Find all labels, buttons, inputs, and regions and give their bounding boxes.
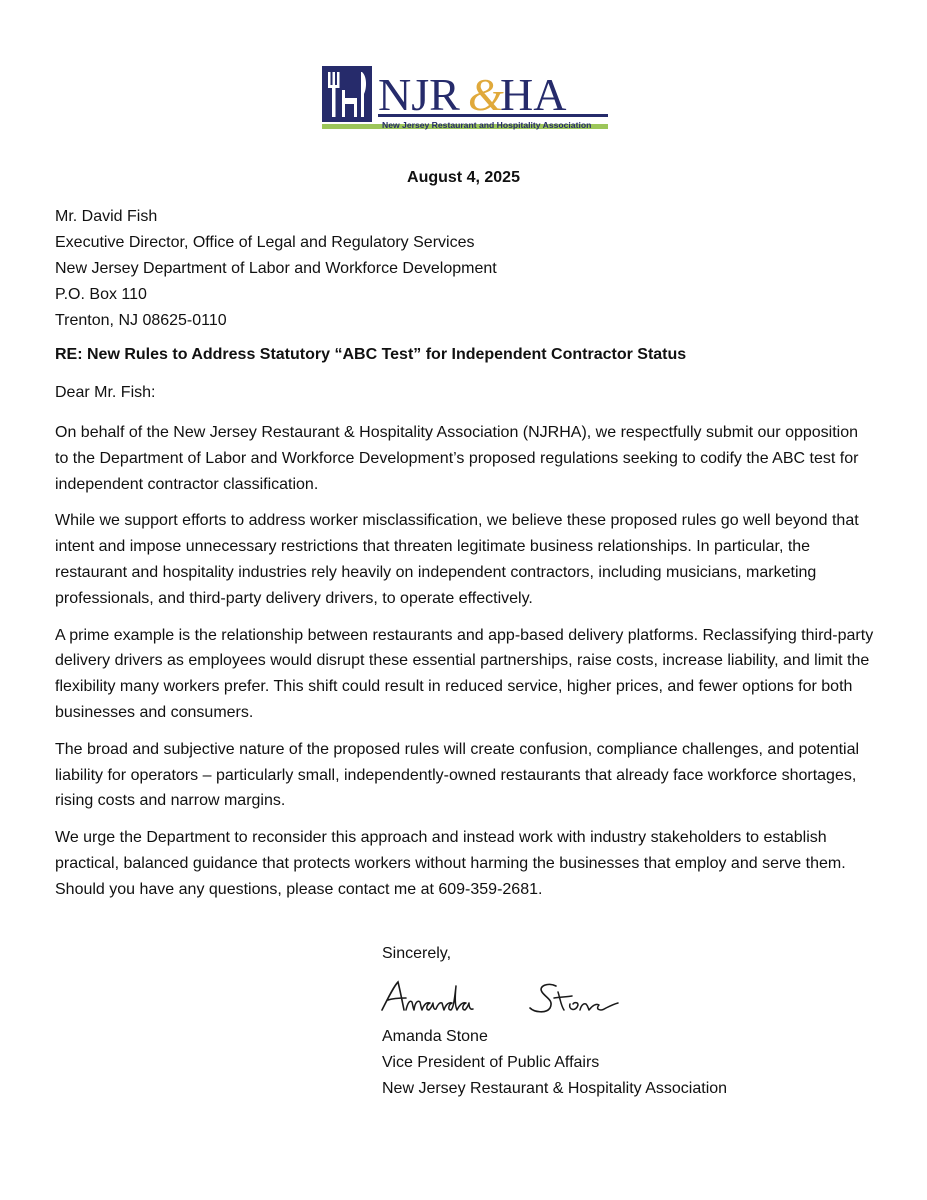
recipient-title: Executive Director, Office of Legal and Regulatory Services [55, 234, 475, 251]
recipient-po-box: P.O. Box 110 [55, 286, 147, 303]
handwritten-signature [378, 976, 638, 1020]
signer-organization: New Jersey Restaurant & Hospitality Association [382, 1080, 728, 1097]
svg-text:HA: HA [500, 69, 567, 120]
recipient-name: Mr. David Fish [55, 208, 158, 225]
svg-text:NJR: NJR [378, 69, 460, 120]
body-paragraph: A prime example is the relationship between restaurants and app-based delivery platforms. Reclassifying third-party delivery drivers as employees would disrupt these essential partnerships, raise costs, increase liability, and limit the flexibility many workers prefer. This shift could result in reduced service, higher prices, and fewer options for both businesses and consumers. [55, 626, 874, 721]
letterhead [320, 62, 610, 134]
recipient-department: New Jersey Department of Labor and Workforce Development [55, 260, 497, 277]
salutation: Dear Mr. Fish: [55, 384, 156, 401]
recipient-address [55, 204, 497, 334]
signer-name: Amanda Stone [382, 1028, 488, 1045]
org-name-caption: New Jersey Restaurant and Hospitality Association [382, 120, 592, 130]
recipient-city: Trenton, NJ 08625-0110 [55, 312, 227, 329]
body-paragraph: We urge the Department to reconsider this approach and instead work with industry stakeholders to establish practical, balanced guidance that protects workers without harming the businesses that employ and serve them. Should you have any questions, please contact me at 609-359-2681. [55, 829, 846, 898]
closing: Sincerely, [382, 945, 452, 962]
signer-block [382, 1024, 727, 1102]
body-paragraph: The broad and subjective nature of the proposed rules will create confusion, compliance challenges, and potential liability for operators – particularly small, independently-owned restaurants that already face workforce shortages, rising costs and narrow margins. [55, 740, 860, 810]
letter-date: August 4, 2025 [407, 169, 520, 186]
svg-text:&: & [468, 69, 504, 120]
body-paragraph: On behalf of the New Jersey Restaurant & Hospitality Association (NJRHA), we respectfully submit our opposition to the Department of Labor and Workforce Development’s proposed regulations seeking to codify the ABC test for independent contractor classification. [55, 424, 859, 493]
subject-line: RE: New Rules to Address Statutory “ABC Test” for Independent Contractor Status [55, 346, 687, 363]
letter-body [55, 420, 875, 914]
signer-title: Vice President of Public Affairs [382, 1054, 600, 1071]
body-paragraph: While we support efforts to address worker misclassification, we believe these proposed rules go well beyond that intent and impose unnecessary restrictions that threaten legitimate business relationships. In particular, the restaurant and hospitality industries rely heavily on independent contractors, including musicians, marketing professionals, and third-party delivery drivers, to operate effectively. [55, 512, 859, 607]
